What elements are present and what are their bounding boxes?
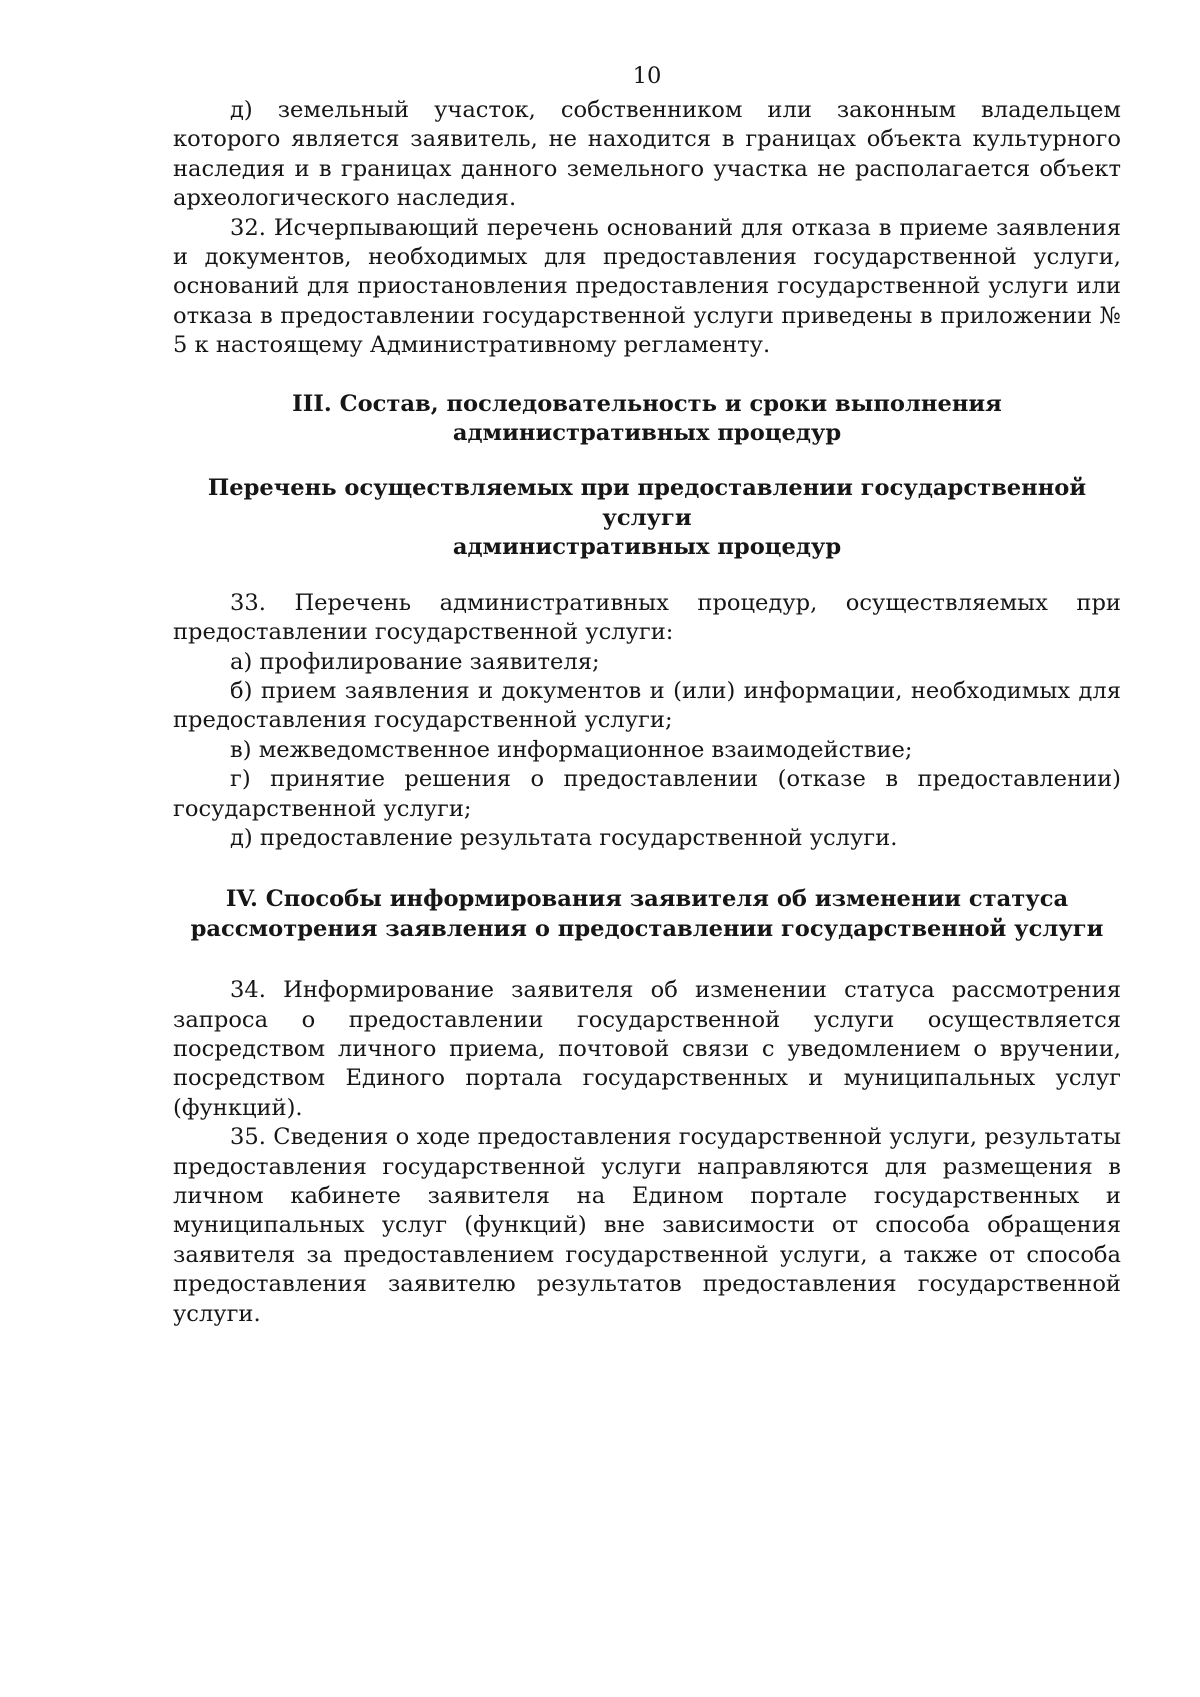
paragraph-35: 35. Сведения о ходе предоставления государственной услуги, результаты предоставления государственной услуги направляются для размещения в личном кабинете заявителя на Едином портале государственных и муниципальных услуг (функций) вне зависимости от способа обращения заявителя за предоставлением государственной услуги, а также от способа предоставления заявителю результатов предоставления государственной услуги. (173, 1124, 1121, 1327)
section-3-heading (173, 390, 1121, 449)
section-4-heading-line-1: IV. Способы информирования заявителя об изменении статуса (225, 886, 1069, 913)
paragraph-33: 33. Перечень административных процедур, осуществляемых при предоставлении государственной услуги: (173, 589, 1121, 646)
section-3-subheading (173, 474, 1121, 562)
section-3-subheading-line-2: административных процедур (452, 534, 842, 561)
list-item-b: б) прием заявления и документов и (или) информации, необходимых для предоставления государственной услуги; (173, 677, 1121, 734)
list-item-d: д) предоставление результата государственной услуги. (230, 824, 898, 851)
paragraph-32: 32. Исчерпывающий перечень оснований для отказа в приеме заявления и документов, необходимых для предоставления государственной услуги, оснований для приостановления предоставления государственной услуги или отказа в предоставлении государственной услуги приведены в приложении № 5 к настоящему Административному регламенту. (173, 214, 1121, 359)
document-page (173, 62, 1121, 1329)
section-3-heading-line-1: III. Состав, последовательность и сроки выполнения (292, 390, 1002, 417)
list-item-a: а) профилирование заявителя; (230, 648, 600, 675)
page-number: 10 (632, 63, 662, 89)
section-4-heading-line-2: рассмотрения заявления о предоставлении государственной услуги (190, 915, 1104, 942)
list-item-g: г) принятие решения о предоставлении (отказе в предоставлении) государственной услуги; (173, 766, 1121, 822)
list-item-v: в) межведомственное информационное взаимодействие; (230, 736, 913, 763)
section-3-subheading-line-1: Перечень осуществляемых при предоставлении государственной услуги (207, 475, 1087, 531)
paragraph-34: 34. Информирование заявителя об изменении статуса рассмотрения запроса о предоставлении государственной услуги осуществляется посредством личного приема, почтовой связи с уведомлением о вручении, посредством Единого портала государственных и муниципальных услуг (функций). (173, 977, 1121, 1121)
section-4-heading (173, 885, 1121, 944)
paragraph-item-d-land-plot: д) земельный участок, собственником или законным владельцем которого является заявитель, не находится в границах объекта культурного наследия и в границах данного земельного участка не располагается объект археологического наследия. (173, 97, 1121, 212)
section-3-heading-line-2: административных процедур (452, 420, 842, 447)
